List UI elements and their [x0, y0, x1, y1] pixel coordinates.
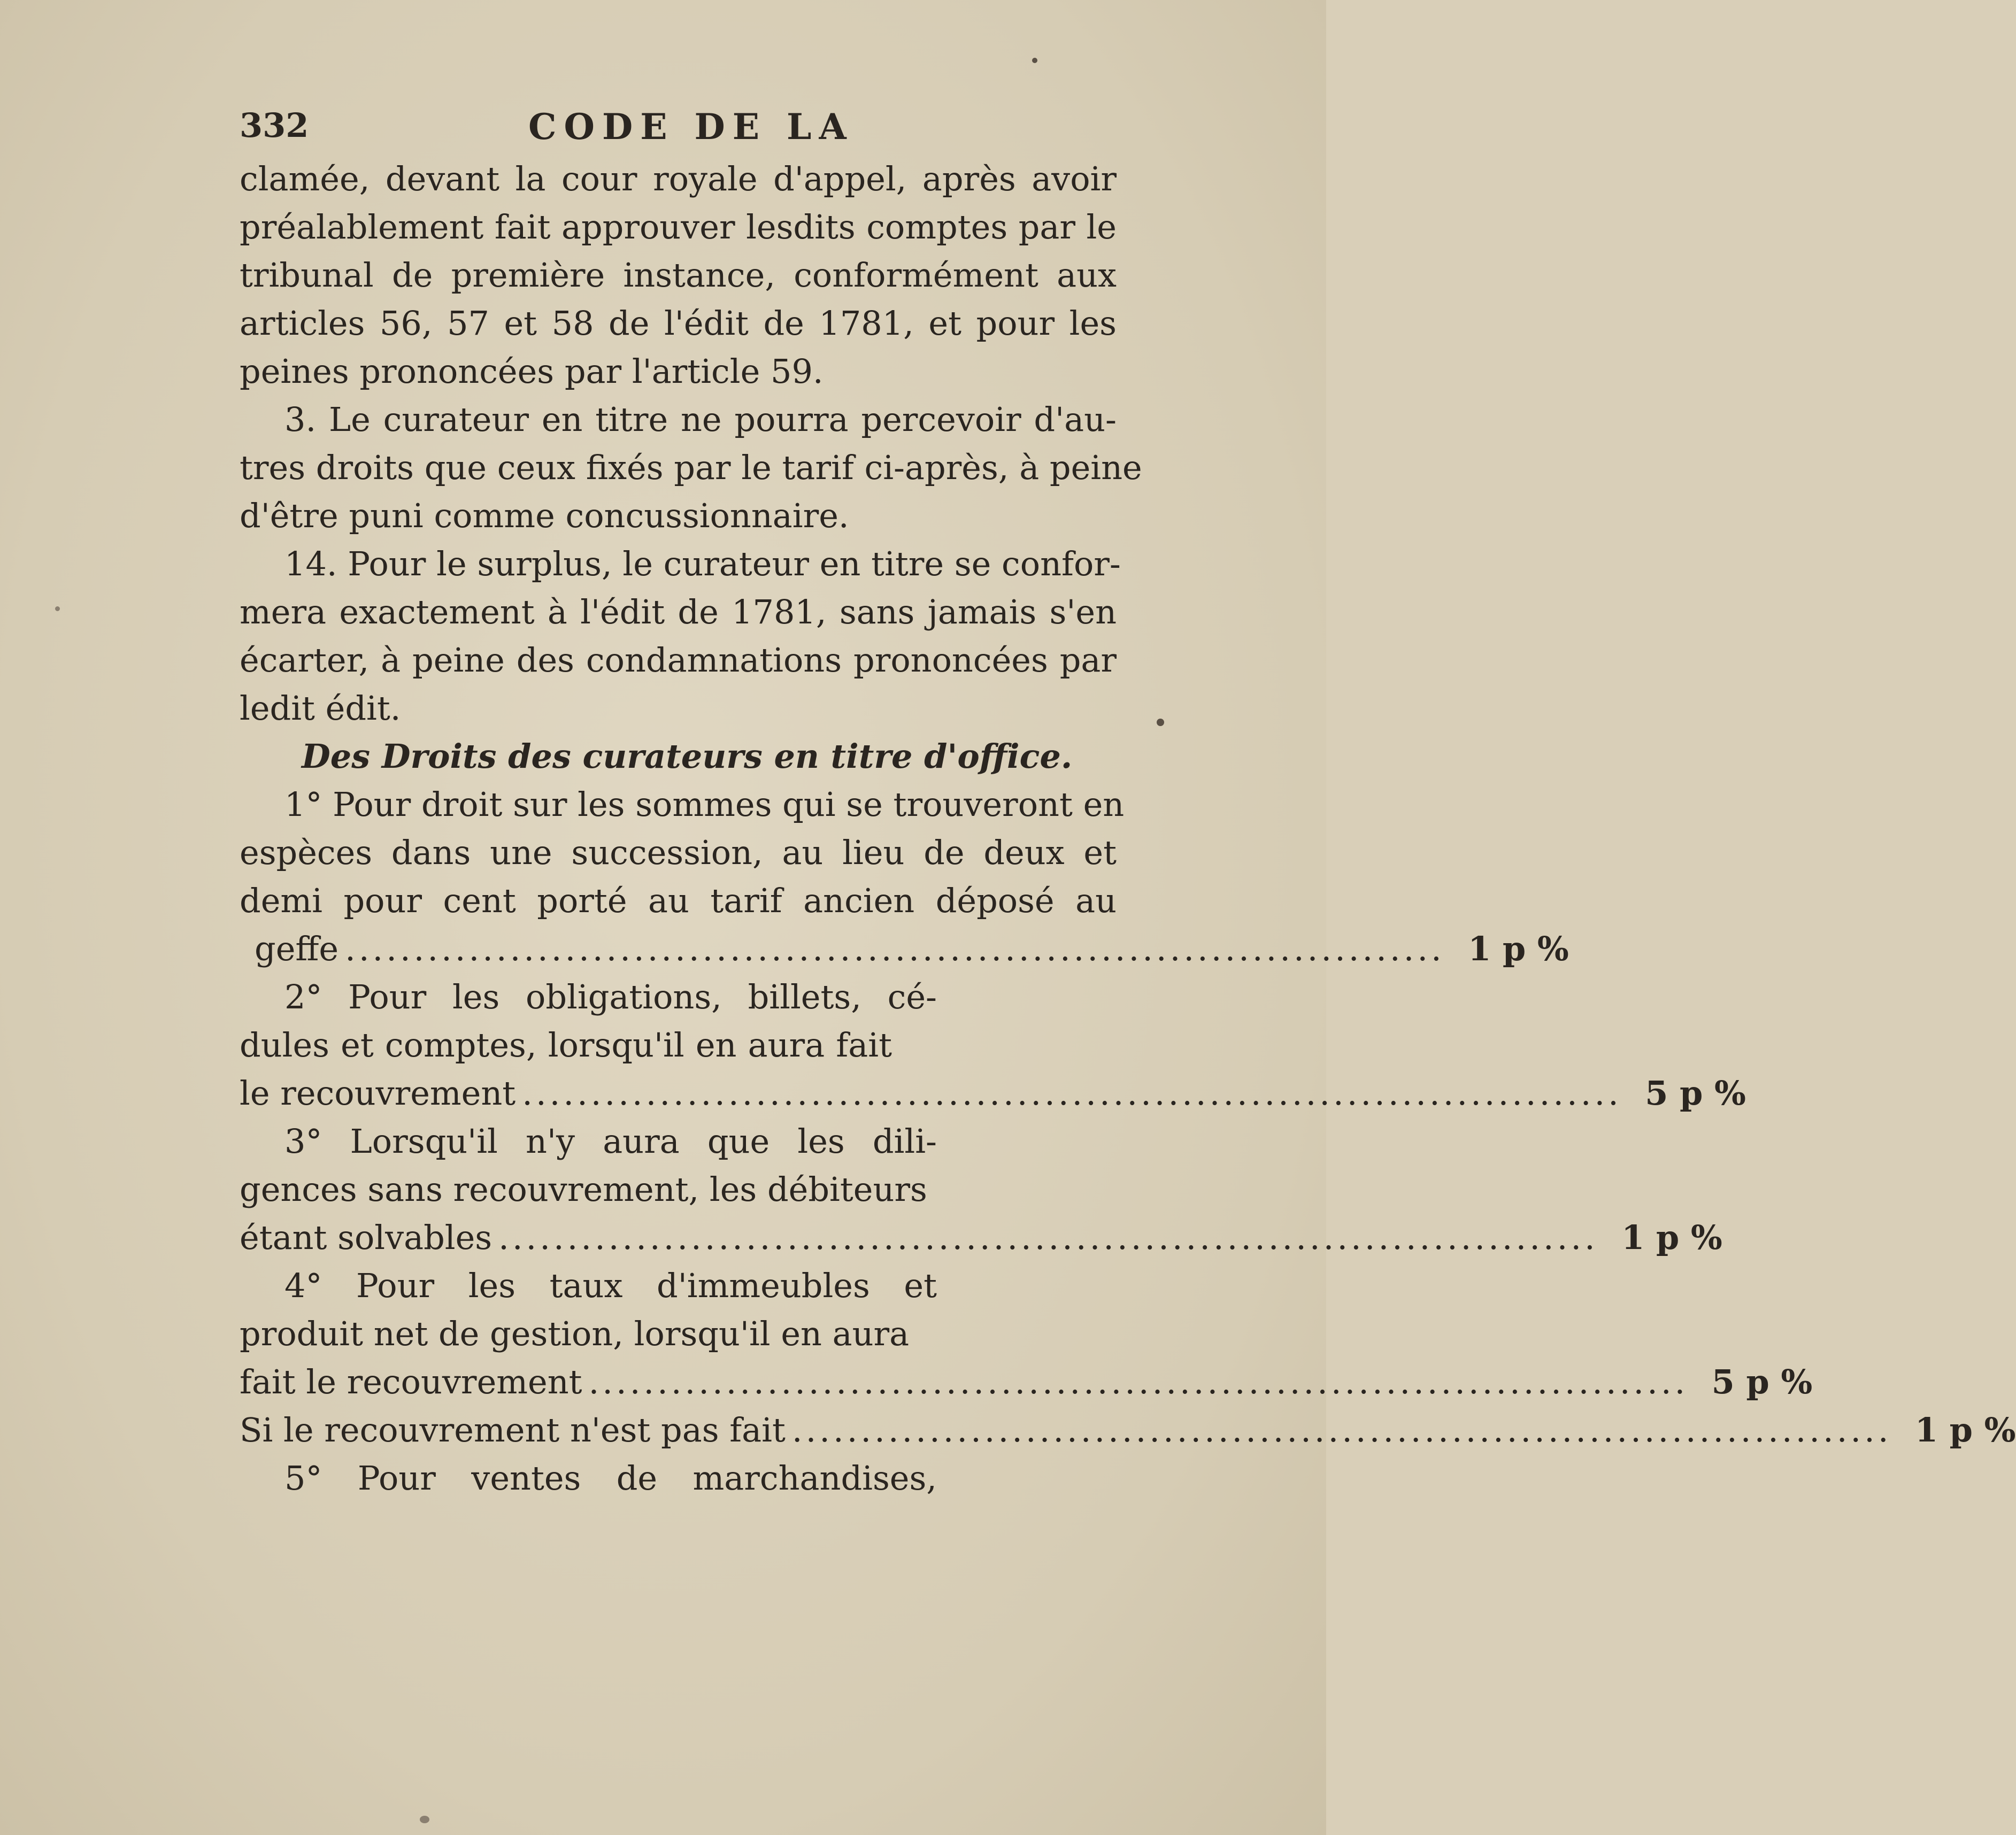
tariff-item-1-line: espèces dans une succession, au lieu de deux et — [240, 833, 1117, 872]
tariff-item-3-rate-line — [240, 1214, 1722, 1262]
text-line: clamée, devant la cour royale d'appel, après avoir — [240, 159, 1117, 198]
dot-leader: ................................................................................ — [522, 1074, 1622, 1113]
text-line: tribunal de première instance, conformément aux — [240, 256, 1117, 295]
page-number: 332 — [240, 106, 309, 145]
text-line: d'être puni comme concussionnaire. — [240, 496, 849, 535]
tariff-item-3-line: 3° Lorsqu'il n'y aura que les dili- — [284, 1122, 937, 1161]
dot-leader: ................................................................................ — [498, 1218, 1598, 1257]
tariff-item-4-rate-line — [240, 1358, 1813, 1406]
tariff-item-4-line: produit net de gestion, lorsqu'il en aura — [240, 1314, 910, 1353]
tariff-item-2-line: dules et comptes, lorsqu'il en aura fait — [240, 1026, 892, 1065]
text-line: peines prononcées par l'article 59. — [240, 352, 824, 391]
paper-speck — [1157, 719, 1164, 726]
text-line: préalablement fait approuver lesdits comptes par le — [240, 207, 1117, 246]
article-14-line: 14. Pour le surplus, le curateur en titre se confor- — [284, 544, 1121, 583]
tariff-item-2-last: le recouvrement — [240, 1074, 516, 1113]
tariff-item-2-rate: 5 p % — [1645, 1074, 1746, 1113]
paper-speck — [1032, 58, 1037, 63]
tariff-item-1-line: 1° Pour droit sur les sommes qui se trouveront en — [284, 785, 1125, 824]
dot-leader: ................................................................................ — [345, 929, 1445, 968]
tariff-item-4b-rate: 1 p % — [1914, 1410, 2016, 1450]
text-line: tres droits que ceux fixés par le tarif ci-après, à peine — [240, 448, 1142, 487]
dot-leader: ................................................................................ — [588, 1362, 1689, 1401]
article-3-line: 3. Le curateur en titre ne pourra percevoir d'au- — [284, 400, 1117, 439]
page-header — [240, 106, 1117, 154]
tariff-item-5-line: 5° Pour ventes de marchandises, — [284, 1459, 937, 1498]
tariff-item-2-rate-line — [240, 1069, 1746, 1117]
tariff-item-4-line: 4° Pour les taux d'immeubles et — [284, 1266, 937, 1305]
tariff-item-1-rate: 1 p % — [1468, 929, 1569, 968]
paper-speck — [420, 1816, 429, 1823]
tariff-item-3-last: étant solvables — [240, 1218, 493, 1257]
text-line: articles 56, 57 et 58 de l'édit de 1781, et pour les — [240, 304, 1117, 343]
body-text — [240, 155, 2016, 1502]
tariff-item-4b-rate-line — [240, 1406, 2016, 1454]
tariff-item-4-last: fait le recouvrement — [240, 1362, 582, 1401]
tariff-item-1-last: geffe — [255, 929, 339, 968]
running-title: CODE DE LA — [528, 106, 854, 148]
paper-speck — [55, 606, 60, 611]
text-line: mera exactement à l'édit de 1781, sans jamais s'en — [240, 592, 1117, 631]
tariff-item-3-line: gences sans recouvrement, les débiteurs — [240, 1170, 927, 1209]
tariff-item-1-line: demi pour cent porté au tarif ancien déposé au — [240, 881, 1117, 920]
tariff-item-4-rate: 5 p % — [1711, 1362, 1813, 1401]
tariff-item-3-rate: 1 p % — [1621, 1218, 1722, 1257]
section-heading: Des Droits des curateurs en titre d'office. — [302, 737, 1073, 776]
tariff-item-2-line: 2° Pour les obligations, billets, cé- — [284, 977, 937, 1016]
dot-leader: ................................................................................ — [791, 1410, 1892, 1450]
tariff-item-4b-last: Si le recouvrement n'est pas fait — [240, 1410, 786, 1450]
text-line: écarter, à peine des condamnations prononcées par — [240, 641, 1117, 680]
text-line: ledit édit. — [240, 689, 401, 728]
tariff-item-1-rate-line — [240, 925, 1569, 973]
